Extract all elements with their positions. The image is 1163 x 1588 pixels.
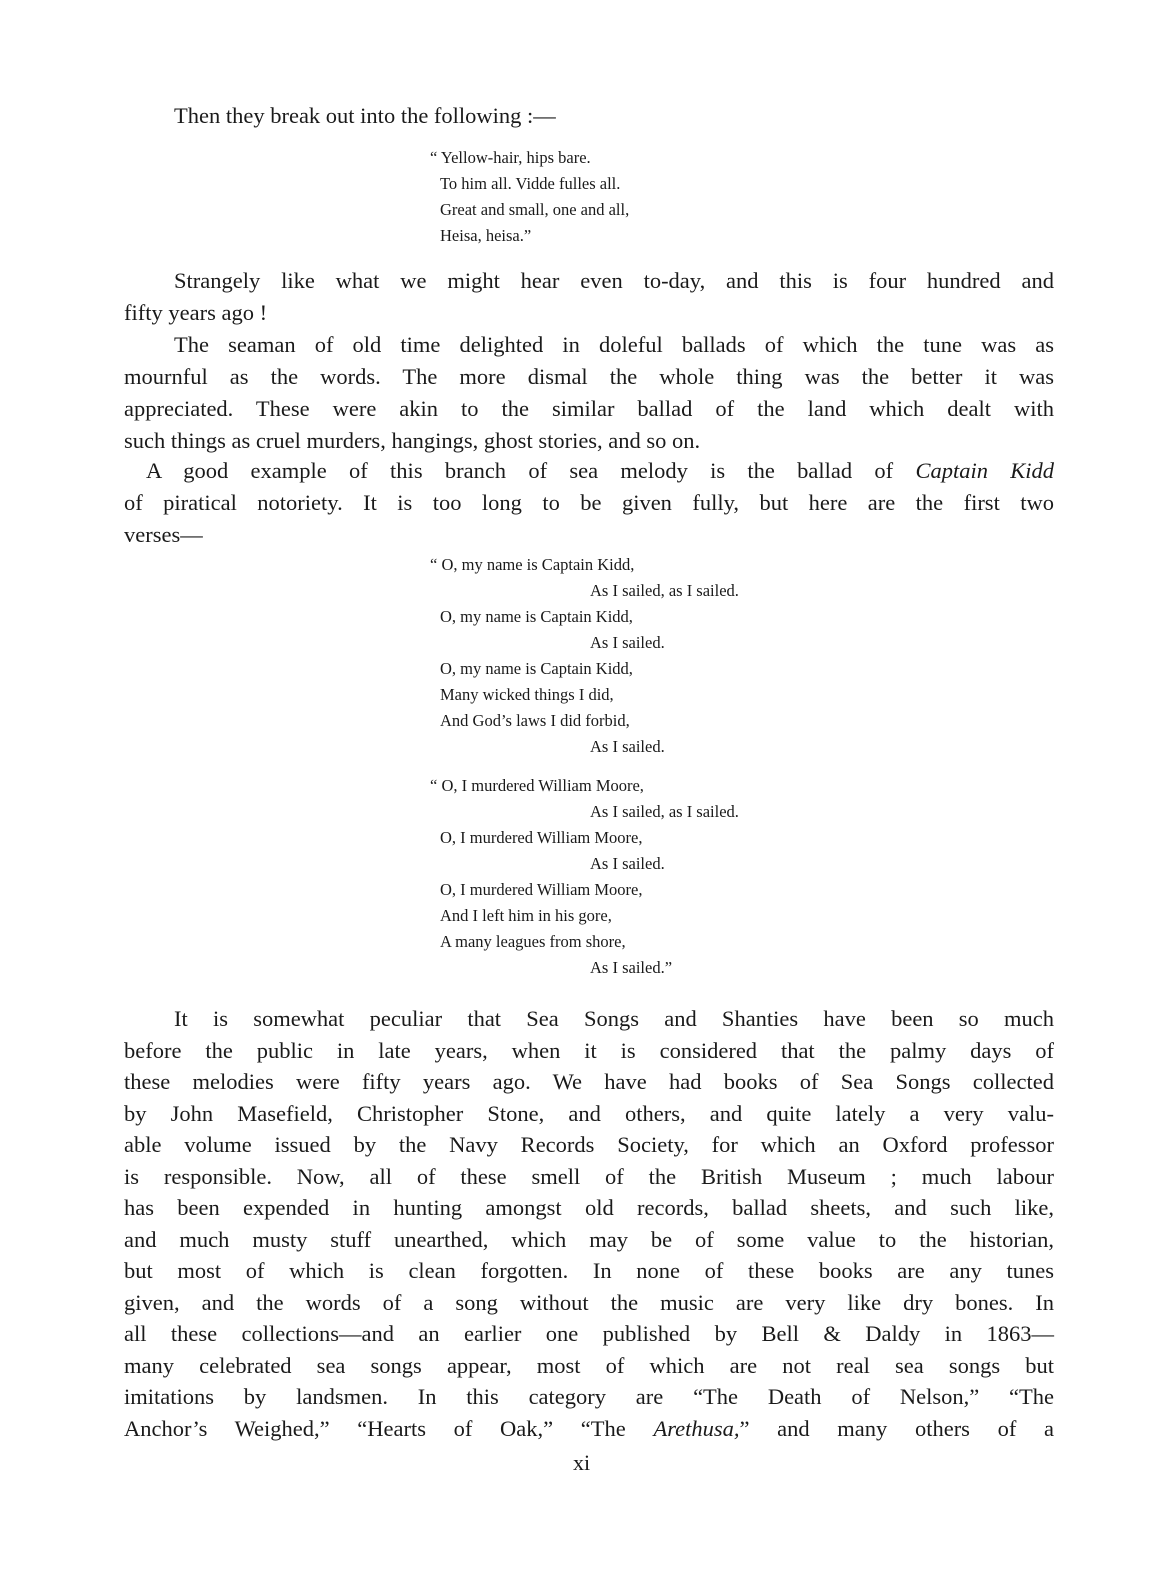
- paragraph-3-text: A good example of this branch of sea melody is the ballad of: [146, 458, 916, 483]
- paragraph-4-line: has been expended in hunting amongst old records, ballad sheets, and such like,: [124, 1195, 1054, 1220]
- paragraph-4-line: given, and the words of a song without the music are very like dry bones. In: [124, 1290, 1054, 1315]
- paragraph-1-line-1: Strangely like what we might hear even to-day, and this is four hundred and: [174, 268, 1054, 293]
- poem-line: To him all. Vidde fulles all.: [440, 174, 621, 193]
- paragraph-4-line: is responsible. Now, all of these smell of the British Museum ; much labour: [124, 1164, 1054, 1189]
- paragraph-4-line: able volume issued by the Navy Records Society, for which an Oxford professor: [124, 1132, 1054, 1157]
- paragraph-4-text: Anchor’s Weighed,” “Hearts of Oak,” “The: [124, 1416, 654, 1441]
- paragraph-2-line: mournful as the words. The more dismal the whole thing was the better it was: [124, 364, 1054, 389]
- verse-line: As I sailed.: [590, 854, 665, 873]
- paragraph-3-line-2: of piratical notoriety. It is too long to be given fully, but here are the first two: [124, 490, 1054, 515]
- poem-line: “ Yellow-hair, hips bare.: [430, 148, 591, 167]
- paragraph-2-line: appreciated. These were akin to the similar ballad of the land which dealt with: [124, 396, 1054, 421]
- paragraph-4-line: these melodies were fifty years ago. We have had books of Sea Songs collected: [124, 1069, 1054, 1094]
- paragraph-4-line: and much musty stuff unearthed, which may be of some value to the historian,: [124, 1227, 1054, 1252]
- paragraph-1-line-2: fifty years ago !: [124, 300, 268, 325]
- verse-line: And I left him in his gore,: [440, 906, 612, 925]
- paragraph-4-line: imitations by landsmen. In this category are “The Death of Nelson,” “The: [124, 1384, 1054, 1409]
- verse-line: As I sailed, as I sailed.: [590, 581, 739, 600]
- first-poem: [410, 145, 629, 249]
- paragraph-4-line: by John Masefield, Christopher Stone, and others, and quite lately a very valu-: [124, 1101, 1054, 1126]
- paragraph-4-line: many celebrated sea songs appear, most of which are not real sea songs but: [124, 1353, 1054, 1378]
- verse-line: O, my name is Captain Kidd,: [440, 659, 633, 678]
- paragraph-4-last-line: [124, 1413, 1054, 1445]
- verse-line: O, I murdered William Moore,: [440, 880, 643, 899]
- verse-1: [410, 552, 739, 760]
- paragraph-2-line: The seaman of old time delighted in doleful ballads of which the tune was as: [174, 332, 1054, 357]
- verse-line: O, I murdered William Moore,: [440, 828, 643, 847]
- paragraph-3-line-1: [146, 455, 1054, 487]
- verse-line: Many wicked things I did,: [440, 685, 614, 704]
- paragraph-4-line: but most of which is clean forgotten. In none of these books are any tunes: [124, 1258, 1054, 1283]
- paragraph-2-line: such things as cruel murders, hangings, ghost stories, and so on.: [124, 428, 701, 453]
- verse-line: As I sailed.: [590, 737, 665, 756]
- poem-line: Heisa, heisa.”: [440, 226, 532, 245]
- verse-line: As I sailed.: [590, 633, 665, 652]
- opening-line: Then they break out into the following :—: [174, 103, 556, 128]
- captain-kidd-title: Captain Kidd: [915, 458, 1054, 483]
- paragraph-4-line: all these collections—and an earlier one published by Bell & Daldy in 1863—: [124, 1321, 1054, 1346]
- paragraph-4-text: ” and many others of a: [739, 1416, 1055, 1441]
- verse-line: “ O, I murdered William Moore,: [430, 776, 644, 795]
- verse-line: As I sailed.”: [590, 958, 673, 977]
- arethusa-title: Arethusa,: [653, 1416, 740, 1441]
- poem-line: Great and small, one and all,: [440, 200, 630, 219]
- paragraph-4-line: before the public in late years, when it is considered that the palmy days of: [124, 1038, 1054, 1063]
- verse-line: “ O, my name is Captain Kidd,: [430, 555, 635, 574]
- verse-line: O, my name is Captain Kidd,: [440, 607, 633, 626]
- verse-line: A many leagues from shore,: [440, 932, 626, 951]
- verse-line: And God’s laws I did forbid,: [440, 711, 630, 730]
- paragraph-4-line: It is somewhat peculiar that Sea Songs and Shanties have been so much: [174, 1006, 1054, 1031]
- page-number: xi: [572, 1450, 591, 1475]
- verse-line: As I sailed, as I sailed.: [590, 802, 739, 821]
- verse-2: [410, 773, 739, 981]
- paragraph-3-line-3: verses—: [124, 522, 203, 547]
